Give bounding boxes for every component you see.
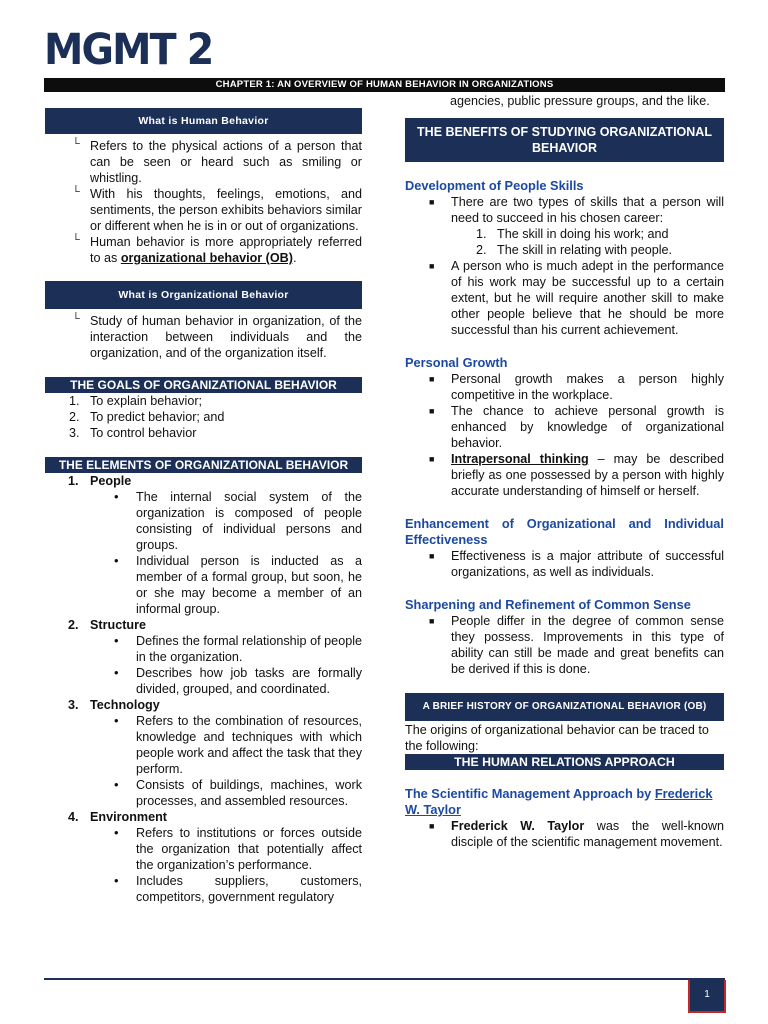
square-bullet-icon: ■: [429, 406, 435, 416]
list-item: • Refers to institutions or forces outside the organization that potentially affect the organization’s performance.: [114, 825, 362, 872]
bullet-icon: •: [114, 489, 119, 504]
list-item: • Refers to the combination of resources, knowledge and techniques with which people work and affect the task that they perform.: [114, 713, 362, 776]
taylor-link[interactable]: Frederick W. Taylor: [405, 786, 713, 817]
list-item: • Defines the formal relationship of people in the organization.: [114, 633, 362, 664]
personal-growth-list: [405, 371, 724, 499]
list-item: 3. To control behavior: [69, 426, 197, 440]
intrapersonal-term: Intrapersonal thinking: [451, 452, 589, 466]
bullet-icon: •: [114, 713, 119, 728]
square-bullet-icon: ■: [429, 261, 435, 271]
list-item: 1. To explain behavior;: [69, 394, 203, 408]
list-item: 2. The skill in relating with people.: [476, 243, 673, 257]
chapter-title-bar: CHAPTER 1: AN OVERVIEW OF HUMAN BEHAVIOR IN ORGANIZATIONS: [44, 78, 725, 92]
element-structure: 2. Structure • Defines the formal relationship of people in the organization. • Describes how job tasks are formally divided, grouped, and coordinated.: [68, 618, 362, 696]
element-environment: 4. Environment • Refers to institutions or forces outside the organization that potentially affect the organization’s performance. • Includes suppliers, customers, competitors, government regulatory: [68, 810, 362, 904]
element-technology: 3. Technology • Refers to the combination of resources, knowledge and techniques with which people work and affect the task that they perform. • Consists of buildings, machines, work processes, and assembled resources.: [68, 698, 362, 808]
bullet-icon: •: [114, 633, 119, 648]
list-item: 1. The skill in doing his work; and: [476, 227, 669, 241]
list-item: ■ People differ in the degree of common sense they possess. Improvements in this type of ability can still be made and great benefits can be derived if this is done.: [429, 614, 724, 676]
list-item: • The internal social system of the organization is composed of people consisting of individual persons and groups.: [114, 489, 362, 552]
scientific-management-list: [405, 818, 724, 850]
list-item: ■ There are two types of skills that a person will need to succeed in his chosen career: 1. The skill in doing his work; and 2. The skill in relating with people.: [429, 195, 724, 257]
list-item: └ With his thoughts, feelings, emotions, and sentiments, the person exhibits behaviors similar or different when he is in or out of organizations.: [72, 186, 362, 233]
subheading-scientific-management: The Scientific Management Approach by Frederick W. Taylor: [405, 786, 713, 817]
list-item: • Includes suppliers, customers, competitors, government regulatory: [114, 873, 362, 904]
ob-term: organizational behavior (OB): [120, 251, 293, 265]
list-item: └ Study of human behavior in organization, of the interaction between individuals and the organization, and of the organization itself.: [72, 313, 362, 360]
elements-list: [45, 473, 362, 905]
bullet-icon: •: [114, 777, 119, 792]
subheading-common-sense: Sharpening and Refinement of Common Sense: [405, 597, 691, 612]
section-header-brief-history: A BRIEF HISTORY OF ORGANIZATIONAL BEHAVIOR (OB): [405, 693, 724, 721]
course-logo: MGMT 2: [44, 25, 213, 75]
list-item: ■ Frederick W. Taylor was the well-known disciple of the scientific management movement.: [429, 819, 725, 849]
subheading-personal-growth: Personal Growth: [405, 355, 508, 370]
bullet-icon: •: [114, 825, 119, 840]
list-item: • Describes how job tasks are formally divided, grouped, and coordinated.: [114, 665, 362, 696]
common-sense-list: [405, 613, 724, 677]
square-bullet-icon: ■: [429, 821, 435, 831]
list-item: ■ Intrapersonal thinking – may be described briefly as one possessed by a person with highly accurate understanding of himself or herself.: [429, 452, 724, 498]
page-number-badge: 1: [688, 980, 726, 1013]
list-item: ■ Effectiveness is a major attribute of successful organizations, as well as individuals.: [429, 549, 724, 579]
section-header-human-relations: THE HUMAN RELATIONS APPROACH: [405, 754, 724, 770]
bullet-icon: •: [114, 665, 119, 680]
list-item: └ Refers to the physical actions of a person that can be seen or heard such as smiling or whistling.: [72, 138, 362, 185]
square-bullet-icon: ■: [429, 197, 435, 207]
square-bullet-icon: ■: [429, 551, 435, 561]
human-behavior-list: [45, 138, 362, 266]
bullet-icon: •: [114, 873, 119, 888]
square-bullet-icon: ■: [429, 454, 435, 464]
section-header-elements: THE ELEMENTS OF ORGANIZATIONAL BEHAVIOR: [45, 457, 362, 473]
corner-bullet-icon: └: [72, 186, 80, 198]
section-header-human-behavior: What is Human Behavior: [45, 108, 362, 134]
footer-rule: [44, 978, 725, 980]
list-item: ■ Personal growth makes a person highly competitive in the workplace.: [429, 372, 724, 402]
effectiveness-list: [405, 548, 724, 580]
list-item: 2. To predict behavior; and: [69, 410, 225, 424]
corner-bullet-icon: └: [72, 234, 80, 246]
element-people: 1. People • The internal social system of the organization is composed of people consisting of individual persons and groups. • Individual person is inducted as a member of a formal group, but soon, he or she may become a member of an informal group.: [68, 474, 362, 616]
corner-bullet-icon: └: [72, 313, 80, 325]
people-skills-list: [405, 194, 724, 338]
list-item: • Individual person is inducted as a member of a formal group, but soon, he or she may become a member of an informal group.: [114, 553, 362, 616]
section-header-goals: THE GOALS OF ORGANIZATIONAL BEHAVIOR: [45, 377, 362, 393]
list-item: └ Human behavior is more appropriately referred to as organizational behavior (OB).: [72, 234, 362, 265]
square-bullet-icon: ■: [429, 374, 435, 384]
org-behavior-list: [45, 313, 362, 361]
list-item: ■ The chance to achieve personal growth is enhanced by knowledge of organizational behavior.: [429, 404, 724, 450]
square-bullet-icon: ■: [429, 616, 435, 626]
history-intro: The origins of organizational behavior can be traced to the following:: [405, 723, 709, 753]
corner-bullet-icon: └: [72, 138, 80, 150]
subheading-effectiveness: Enhancement of Organizational and Individual Effectiveness: [405, 516, 724, 547]
right-column: [405, 93, 724, 850]
section-header-organizational-behavior: What is Organizational Behavior: [45, 281, 362, 309]
goals-list: [45, 393, 362, 441]
subheading-people-skills: Development of People Skills: [405, 178, 584, 193]
list-item: • Consists of buildings, machines, work processes, and assembled resources.: [114, 777, 362, 808]
left-column: [45, 108, 362, 905]
list-item: ■ A person who is much adept in the performance of his work may be successful up to a certain extent, but he will require another skill to make other people believe that he should be more successful than his current achievement.: [429, 259, 724, 337]
carry-over-text: agencies, public pressure groups, and the like.: [450, 94, 710, 108]
section-header-benefits: THE BENEFITS OF STUDYING ORGANIZATIONAL BEHAVIOR: [405, 118, 724, 162]
bullet-icon: •: [114, 553, 119, 568]
